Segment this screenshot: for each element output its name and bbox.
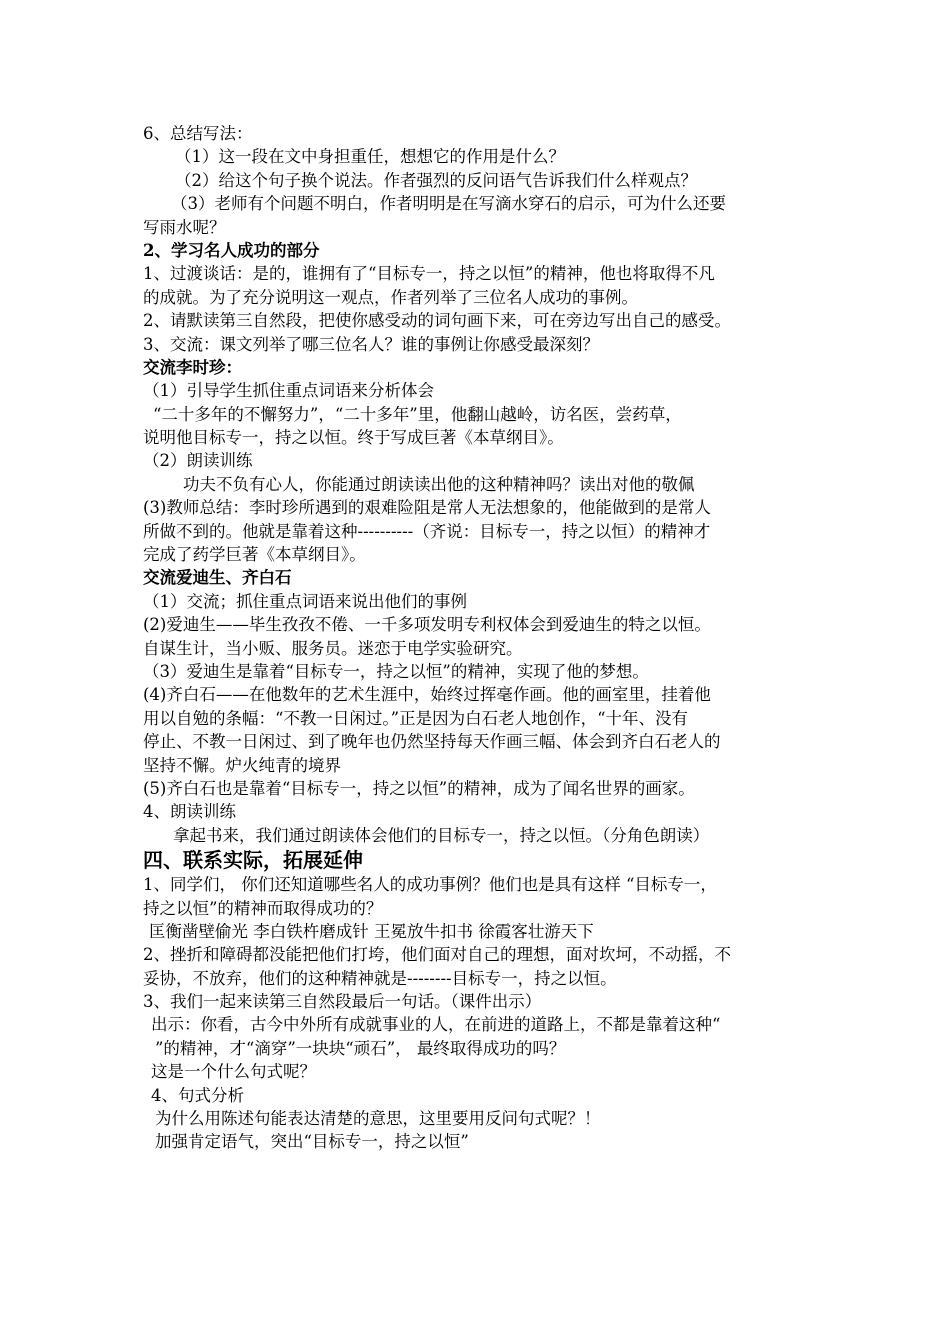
text-line: 持之以恒”的精神而取得成功的？ xyxy=(143,898,383,918)
text-line: （1）交流；抓住重点词语来说出他们的事例 xyxy=(143,591,467,611)
text-line: 说明他目标专一，持之以恒。终于写成巨著《本草纲目》。 xyxy=(143,428,564,448)
text-line: 2、挫折和障碍都没能把他们打垮，他们面对自己的理想，面对坎坷，不动摇，不 xyxy=(143,945,731,965)
text-line: 写雨水呢？ xyxy=(143,217,226,237)
text-line: 所做不到的。他就是靠着这种----------（齐说：目标专一，持之以恒）的精神才 xyxy=(143,521,711,541)
text-line: ”的精神，才“滴穿”一块块“顽石”， 最终取得成功的吗？ xyxy=(155,1038,566,1058)
text-line: 匡衡凿壁偷光 李白铁杵磨成针 王冕放牛扣书 徐霞客壮游天下 xyxy=(149,921,594,941)
document-page xyxy=(143,122,803,1154)
section-heading: 四、联系实际，拓展延伸 xyxy=(143,848,363,873)
text-line: 加强肯定语气，突出“目标专一，持之以恒” xyxy=(155,1132,469,1152)
text-line: 的成就。为了充分说明这一观点，作者列举了三位名人成功的事例。 xyxy=(143,287,638,307)
text-line: 坚持不懈。炉火纯青的境界 xyxy=(143,755,341,775)
text-line: 完成了药学巨著《本草纲目》。 xyxy=(143,545,366,565)
subheading: 2、学习名人成功的部分 xyxy=(143,240,320,260)
text-line: 妥协，不放弃，他们的这种精神就是--------目标专一，持之以恒。 xyxy=(143,968,617,988)
text-line: (2)爱迪生——毕生孜孜不倦、一千多项发明专利权体会到爱迪生的特之以恒。 xyxy=(143,615,711,635)
text-line: (3)教师总结：李时珍所遇到的艰难险阻是常人无法想象的，他能做到的是常人 xyxy=(143,498,711,518)
text-line: 3、交流：课文列举了哪三位名人？谁的事例让你感受最深刻？ xyxy=(143,334,599,354)
text-line: 自谋生计，当小贩、服务员。迷恋于电学实验研究。 xyxy=(143,638,523,658)
text-line: （1）引导学生抓住重点词语来分析体会 xyxy=(143,381,434,401)
text-line: 这是一个什么句式呢？ xyxy=(151,1062,316,1082)
text-line: 4、句式分析 xyxy=(151,1085,244,1105)
text-line: （3）爱迪生是靠着“目标专一，持之以恒”的精神，实现了他的梦想。 xyxy=(143,661,649,681)
text-line: 拿起书来，我们通过朗读体会他们的目标专一，持之以恒。（分角色朗读） xyxy=(173,825,710,845)
text-line: 功夫不负有心人，你能通过朗读读出他的这种精神吗？读出对他的敬佩 xyxy=(183,474,695,494)
text-line: 6、总结写法： xyxy=(143,124,253,143)
text-line: 用以自勉的条幅：“不教一日闲过。”正是因为白石老人地创作，“十年、没有 xyxy=(143,708,689,728)
text-line: 2、请默读第三自然段，把使你感受动的词句画下来，可在旁边写出自己的感受。 xyxy=(143,311,731,331)
text-line: 3、我们一起来读第三自然段最后一句话。（课件出示） xyxy=(143,992,542,1012)
text-line: （2）给这个句子换个说法。作者强烈的反问语气告诉我们什么样观点？ xyxy=(175,170,697,190)
text-line: (4)齐白石——在他数年的艺术生涯中，始终过挥毫作画。他的画室里，挂着他 xyxy=(143,685,711,705)
text-line: （3）老师有个问题不明白，作者明明是在写滴水穿石的启示，可为什么还要 xyxy=(171,194,726,214)
text-line: 1、同学们， 你们还知道哪些名人的成功事例？他们也是具有这样 “目标专一， xyxy=(143,875,717,895)
text-line: (5)齐白石也是靠着“目标专一，持之以恒”的精神，成为了闻名世界的画家。 xyxy=(143,778,695,798)
text-line: 为什么用陈述句能表达清楚的意思，这里要用反问句式呢？！ xyxy=(155,1109,601,1129)
text-line: 1、过渡谈话：是的，谁拥有了“目标专一，持之以恒”的精神，他也将取得不凡 xyxy=(143,264,715,284)
text-line: （2）朗读训练 xyxy=(143,451,253,471)
text-line: 出示：你看，古今中外所有成就事业的人，在前进的道路上，不都是靠着这种“ xyxy=(151,1015,721,1035)
text-line: 停止、不教一日闲过、到了晚年也仍然坚持每天作画三幅、体会到齐白石老人的 xyxy=(143,732,721,752)
subheading: 交流李时珍： xyxy=(143,357,242,377)
subheading: 交流爱迪生、齐白石 xyxy=(143,568,292,588)
text-line: 4、朗读训练 xyxy=(143,802,236,822)
text-line: “二十多年的不懈努力”，“二十多年”里，他翻山越岭，访名医，尝药草， xyxy=(153,404,682,424)
text-line: （1）这一段在文中身担重任，想想它的作用是什么？ xyxy=(175,147,565,167)
